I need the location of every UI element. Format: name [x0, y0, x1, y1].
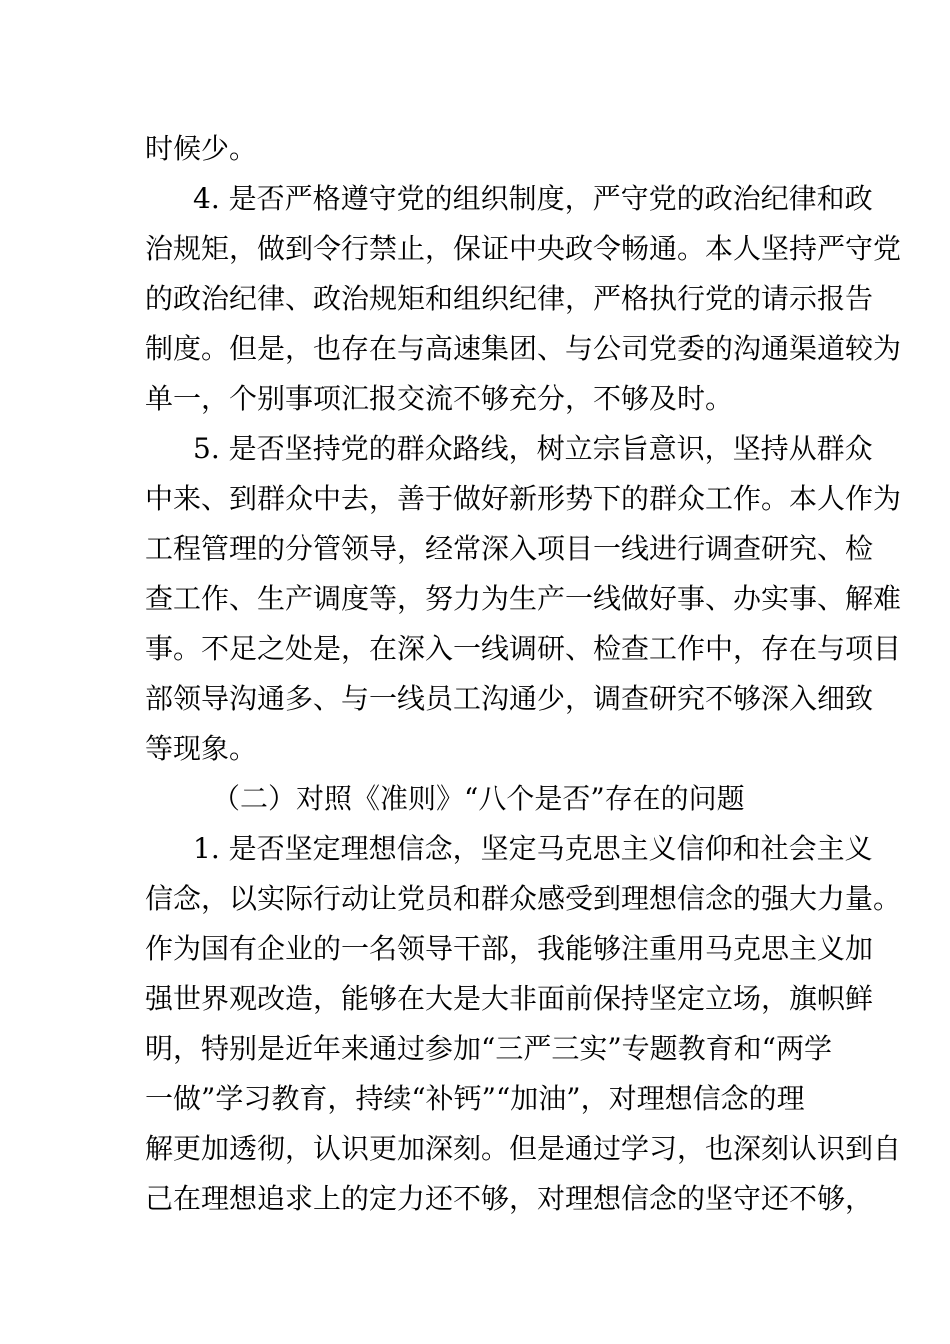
text-line-1: 时候少。 — [145, 132, 258, 165]
text-line-15: 1. 是否坚定理想信念，坚定马克思主义信仰和社会主义 — [193, 832, 873, 865]
text-line-18: 强世界观改造，能够在大是大非面前保持坚定立场，旗帜鲜 — [145, 982, 874, 1015]
text-line-20: 一做”学习教育，持续“补钙”“加油”，对理想信念的理 — [145, 1082, 805, 1115]
text-line-9: 工程管理的分管领导，经常深入项目一线进行调查研究、检 — [145, 532, 874, 565]
text-line-22: 己在理想追求上的定力还不够，对理想信念的坚守还不够， — [145, 1182, 874, 1215]
text-line-4: 的政治纪律、政治规矩和组织纪律，严格执行党的请示报告 — [145, 282, 874, 315]
text-line-13: 等现象。 — [145, 732, 258, 765]
text-line-21: 解更加透彻，认识更加深刻。但是通过学习，也深刻认识到自 — [145, 1132, 902, 1165]
text-line-7: 5. 是否坚持党的群众路线，树立宗旨意识，坚持从群众 — [193, 432, 873, 465]
text-line-10: 查工作、生产调度等，努力为生产一线做好事、办实事、解难 — [145, 582, 902, 615]
text-line-19: 明，特别是近年来通过参加“三严三实”专题教育和“两学 — [145, 1032, 832, 1065]
text-line-17: 作为国有企业的一名领导干部，我能够注重用马克思主义加 — [145, 932, 874, 965]
section-heading: （二）对照《准则》“八个是否”存在的问题 — [212, 782, 745, 815]
text-line-5: 制度。但是，也存在与高速集团、与公司党委的沟通渠道较为 — [145, 332, 902, 365]
text-line-16: 信念，以实际行动让党员和群众感受到理想信念的强大力量。 — [145, 882, 902, 915]
text-line-12: 部领导沟通多、与一线员工沟通少，调查研究不够深入细致 — [145, 682, 874, 715]
text-line-3: 治规矩，做到令行禁止，保证中央政令畅通。本人坚持严守党 — [145, 232, 902, 265]
text-line-2: 4. 是否严格遵守党的组织制度，严守党的政治纪律和政 — [193, 182, 873, 215]
text-line-6: 单一，个别事项汇报交流不够充分，不够及时。 — [145, 382, 734, 415]
text-line-8: 中来、到群众中去，善于做好新形势下的群众工作。本人作为 — [145, 482, 902, 515]
text-line-11: 事。不足之处是，在深入一线调研、检查工作中，存在与项目 — [145, 632, 902, 665]
